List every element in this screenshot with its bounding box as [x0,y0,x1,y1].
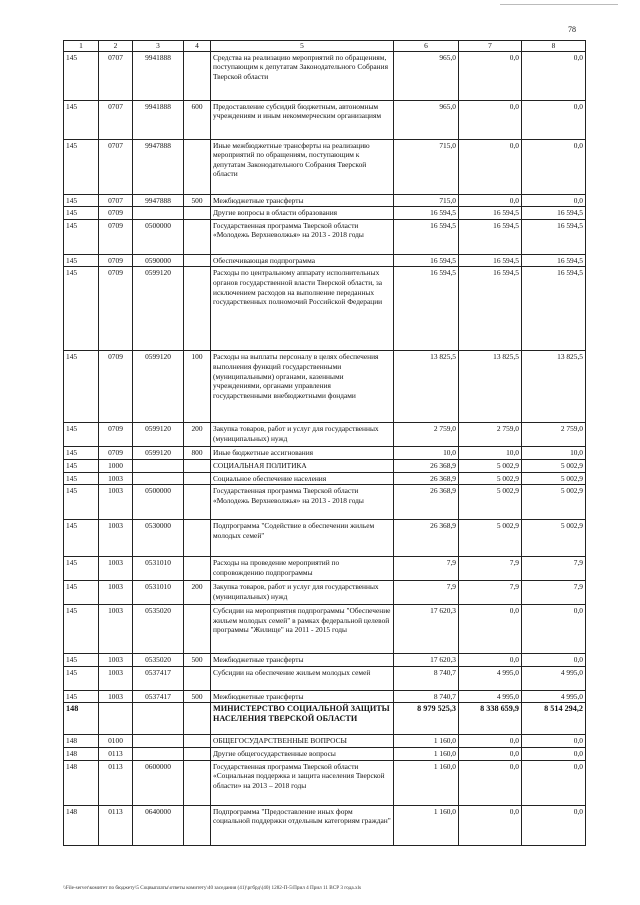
table-cell-c8: 13 825,5 [522,351,586,423]
table-cell-c4 [184,267,211,351]
table-cell-c5: МИНИСТЕРСТВО СОЦИАЛЬНОЙ ЗАЩИТЫ НАСЕЛЕНИЯ ТВЕРСКОЙ ОБЛАСТИ [211,703,394,735]
table-cell-c2: 1003 [99,581,133,605]
table-cell-c1: 145 [64,194,99,207]
table-cell-c4: 500 [184,690,211,703]
table-cell-c3: 0531010 [133,557,184,581]
table-row [64,139,586,194]
table-cell-c6: 16 594,5 [394,267,459,351]
table-row [64,51,586,100]
table-cell-c8: 0,0 [522,194,586,207]
table-cell-c3 [133,735,184,748]
table-cell-c7: 4 995,0 [459,690,522,703]
table-cell-c5: Межбюджетные трансферты [211,654,394,667]
table-cell-c5: Иные межбюджетные трансферты на реализацию мероприятий по обращениям, поступающим к депутатам Законодательного Собрания Тверской области [211,139,394,194]
table-cell-c1: 145 [64,520,99,557]
table-cell-c4 [184,557,211,581]
table-cell-c2: 0707 [99,194,133,207]
table-cell-c3: 9947888 [133,139,184,194]
table-cell-c2: 0100 [99,735,133,748]
table-cell-c7: 7,9 [459,557,522,581]
table-cell-c2: 1000 [99,459,133,472]
table-cell-c8: 5 002,9 [522,459,586,472]
table-cell-c1: 145 [64,485,99,520]
table-cell-c7: 0,0 [459,139,522,194]
table-cell-c8: 7,9 [522,557,586,581]
table-cell-c5: Расходы на выплаты персоналу в целях обеспечения выполнения функций государственными (муниципальными) органами, казенными учреждениями, органами управления государственными внебюджетными фондами [211,351,394,423]
table-cell-c6: 17 620,3 [394,654,459,667]
table-cell-c8: 4 995,0 [522,666,586,690]
table-cell-c5: Социальное обеспечение населения [211,472,394,485]
table-cell-c7: 16 594,5 [459,219,522,254]
table-cell-c6: 26 368,9 [394,485,459,520]
table-cell-c8: 0,0 [522,100,586,139]
table-cell-c1: 145 [64,605,99,654]
header-cell: 3 [133,41,184,52]
table-cell-c8: 4 995,0 [522,690,586,703]
table-cell-c8: 5 002,9 [522,472,586,485]
table-cell-c1: 145 [64,139,99,194]
table-cell-c5: Государственная программа Тверской области «Молодежь Верхневолжья» на 2013 - 2018 годы [211,219,394,254]
table-cell-c7: 0,0 [459,805,522,845]
table-cell-c6: 715,0 [394,194,459,207]
table-cell-c3: 0600000 [133,760,184,805]
table-cell-c6: 10,0 [394,447,459,460]
header-cell: 4 [184,41,211,52]
table-cell-c8: 2 759,0 [522,423,586,447]
table-row [64,666,586,690]
table-cell-c5: Субсидии на обеспечение жильем молодых семей [211,666,394,690]
table-row [64,351,586,423]
table-cell-c2: 0709 [99,267,133,351]
table-row [64,207,586,220]
table-cell-c3 [133,207,184,220]
table-cell-c7: 0,0 [459,654,522,667]
table-cell-c4 [184,254,211,267]
table-cell-c3 [133,747,184,760]
table-cell-c1: 148 [64,735,99,748]
table-cell-c8: 0,0 [522,654,586,667]
table-cell-c5: Субсидии на мероприятия подпрограммы "Обеспечение жильем молодых семей" в рамках федеральной целевой программы "Жилище" на 2011 - 2015 годы [211,605,394,654]
table-cell-c6: 965,0 [394,100,459,139]
table-cell-c7: 16 594,5 [459,254,522,267]
table-cell-c8: 16 594,5 [522,267,586,351]
table-cell-c2: 0113 [99,760,133,805]
table-cell-c1: 145 [64,459,99,472]
table-cell-c4 [184,485,211,520]
table-cell-c2: 0709 [99,447,133,460]
table-cell-c4 [184,805,211,845]
table-cell-c1: 145 [64,423,99,447]
table-cell-c3 [133,472,184,485]
table-cell-c7: 0,0 [459,747,522,760]
table-cell-c8: 8 514 294,2 [522,703,586,735]
table-cell-c3: 0640000 [133,805,184,845]
table-row [64,459,586,472]
table-cell-c7: 0,0 [459,735,522,748]
table-cell-c6: 8 979 525,3 [394,703,459,735]
table-cell-c5: Закупка товаров, работ и услуг для государственных (муниципальных) нужд [211,423,394,447]
table-cell-c8: 10,0 [522,447,586,460]
table-cell-c6: 7,9 [394,581,459,605]
table-cell-c8: 16 594,5 [522,207,586,220]
table-cell-c7: 5 002,9 [459,485,522,520]
table-cell-c2: 0707 [99,139,133,194]
table-cell-c4 [184,472,211,485]
table-cell-c2: 1003 [99,690,133,703]
table-cell-c4 [184,520,211,557]
table-cell-c8: 0,0 [522,805,586,845]
table-cell-c7: 0,0 [459,51,522,100]
table-cell-c7: 4 995,0 [459,666,522,690]
page-number: 78 [568,25,576,34]
table-cell-c6: 17 620,3 [394,605,459,654]
table-cell-c4 [184,207,211,220]
table-cell-c4: 200 [184,581,211,605]
header-cell: 7 [459,41,522,52]
table-cell-c2: 1003 [99,472,133,485]
table-cell-c2: 0113 [99,805,133,845]
table-cell-c3: 0500000 [133,219,184,254]
table-cell-c4 [184,139,211,194]
table-row [64,605,586,654]
table-cell-c5: Подпрограмма "Содействие в обеспечении жильем молодых семей" [211,520,394,557]
table-cell-c3: 0599120 [133,267,184,351]
budget-table [63,40,586,846]
table-row [64,735,586,748]
table-cell-c6: 1 160,0 [394,760,459,805]
table-cell-c1: 145 [64,267,99,351]
table-cell-c3: 0537417 [133,666,184,690]
table-cell-c7: 5 002,9 [459,472,522,485]
table-cell-c4 [184,605,211,654]
table-cell-c8: 0,0 [522,735,586,748]
table-cell-c7: 0,0 [459,760,522,805]
table-cell-c1: 145 [64,654,99,667]
table-row [64,447,586,460]
table-cell-c8: 5 002,9 [522,485,586,520]
table-cell-c5: Обеспечивающая подпрограмма [211,254,394,267]
table-cell-c1: 145 [64,351,99,423]
table-cell-c8: 5 002,9 [522,520,586,557]
table-cell-c1: 148 [64,747,99,760]
table-row [64,690,586,703]
table-cell-c3: 0530000 [133,520,184,557]
table-cell-c3: 9941888 [133,51,184,100]
table-cell-c5: Средства на реализацию мероприятий по обращениям, поступающим к депутатам Законодательного Собрания Тверской области [211,51,394,100]
table-cell-c7: 16 594,5 [459,207,522,220]
table-cell-c4 [184,51,211,100]
table-cell-c1: 145 [64,51,99,100]
table-cell-c1: 145 [64,207,99,220]
table-cell-c1: 145 [64,447,99,460]
table-cell-c3: 0537417 [133,690,184,703]
table-cell-c4: 200 [184,423,211,447]
table-cell-c4: 600 [184,100,211,139]
table-cell-c2: 0707 [99,51,133,100]
table-cell-c3: 9947888 [133,194,184,207]
table-cell-c8: 0,0 [522,51,586,100]
header-cell: 2 [99,41,133,52]
table-cell-c6: 965,0 [394,51,459,100]
table-cell-c6: 7,9 [394,557,459,581]
table-row [64,747,586,760]
table-cell-c4 [184,760,211,805]
table-cell-c2: 0709 [99,219,133,254]
table-cell-c2: 1003 [99,666,133,690]
table-cell-c7: 16 594,5 [459,267,522,351]
table-cell-c4 [184,735,211,748]
table-cell-c1: 145 [64,690,99,703]
header-cell: 6 [394,41,459,52]
table-cell-c5: Расходы по центральному аппарату исполнительных органов государственной власти Тверской области, за исключением расходов на выполнение переданных государственных полномочий Российской Федерации [211,267,394,351]
table-cell-c3: 0599120 [133,447,184,460]
table-cell-c5: Предоставление субсидий бюджетным, автономным учреждениям и иным некоммерческим организациям [211,100,394,139]
table-cell-c3: 0535020 [133,605,184,654]
table-cell-c6: 16 594,5 [394,207,459,220]
table-row [64,219,586,254]
table-cell-c8: 0,0 [522,747,586,760]
table-cell-c1: 148 [64,805,99,845]
table-cell-c3 [133,703,184,735]
header-cell: 5 [211,41,394,52]
table-cell-c7: 7,9 [459,581,522,605]
table-cell-c1: 145 [64,666,99,690]
table-cell-c1: 145 [64,557,99,581]
table-row [64,760,586,805]
table-row [64,520,586,557]
table-cell-c2: 0113 [99,747,133,760]
table-cell-c5: ОБЩЕГОСУДАРСТВЕННЫЕ ВОПРОСЫ [211,735,394,748]
table-cell-c4 [184,747,211,760]
table-cell-c6: 1 160,0 [394,805,459,845]
table-cell-c6: 16 594,5 [394,254,459,267]
table-cell-c2: 0709 [99,423,133,447]
table-cell-c6: 26 368,9 [394,520,459,557]
table-row [64,194,586,207]
table-cell-c5: Государственная программа Тверской области «Социальная поддержка и защита населения Тверской области» на 2013 – 2018 годы [211,760,394,805]
table-cell-c1: 145 [64,100,99,139]
table-cell-c2: 0709 [99,351,133,423]
table-cell-c5: Закупка товаров, работ и услуг для государственных (муниципальных) нужд [211,581,394,605]
table-cell-c4: 500 [184,654,211,667]
table-cell-c2: 0707 [99,100,133,139]
table-cell-c3: 0535020 [133,654,184,667]
table-cell-c4 [184,459,211,472]
table-row [64,423,586,447]
table-cell-c5: Другие общегосударственные вопросы [211,747,394,760]
table-cell-c7: 5 002,9 [459,520,522,557]
table-cell-c2: 0709 [99,207,133,220]
table-cell-c7: 0,0 [459,605,522,654]
table-row [64,703,586,735]
table-cell-c8: 0,0 [522,139,586,194]
table-cell-c8: 0,0 [522,760,586,805]
table-cell-c6: 26 368,9 [394,459,459,472]
table-cell-c1: 148 [64,760,99,805]
table-row [64,805,586,845]
header-cell: 1 [64,41,99,52]
table-cell-c1: 145 [64,472,99,485]
table-cell-c4: 100 [184,351,211,423]
table-cell-c5: Иные бюджетные ассигнования [211,447,394,460]
table-row [64,485,586,520]
table-cell-c1: 148 [64,703,99,735]
table-cell-c2: 1003 [99,557,133,581]
table-cell-c4 [184,219,211,254]
table-cell-c1: 145 [64,219,99,254]
table-cell-c6: 8 740,7 [394,690,459,703]
table-cell-c8: 0,0 [522,605,586,654]
table-cell-c7: 0,0 [459,100,522,139]
table-cell-c2: 1003 [99,520,133,557]
table-cell-c7: 0,0 [459,194,522,207]
table-cell-c1: 145 [64,254,99,267]
table-cell-c6: 715,0 [394,139,459,194]
table-row [64,100,586,139]
table-cell-c5: Межбюджетные трансферты [211,194,394,207]
file-path-footer: \\File-server\комитет по бюджету\5 Соцвыплаты\ответы комитету\40 заседания (41)\ргбрд\(40) 1282-П-5\Прил 4 Прил 11 ВСР 3 года.xls [63,885,362,891]
table-cell-c5: Другие вопросы в области образования [211,207,394,220]
table-cell-c4 [184,666,211,690]
table-cell-c5: Расходы на проведение мероприятий по сопровождению подпрограммы [211,557,394,581]
header-row [64,41,586,52]
table-cell-c3 [133,459,184,472]
table-cell-c6: 8 740,7 [394,666,459,690]
table-row [64,267,586,351]
table-row [64,654,586,667]
table-cell-c2: 1003 [99,654,133,667]
table-cell-c8: 16 594,5 [522,219,586,254]
table-cell-c5: Подпрограмма "Предоставление иных форм социальной поддержки отдельным категориям граждан" [211,805,394,845]
table-row [64,557,586,581]
table-cell-c5: Государственная программа Тверской области «Молодежь Верхневолжья» на 2013 - 2018 годы [211,485,394,520]
table-cell-c3: 9941888 [133,100,184,139]
table-cell-c6: 1 160,0 [394,735,459,748]
table-cell-c7: 2 759,0 [459,423,522,447]
table-cell-c2 [99,703,133,735]
table-cell-c3: 0590000 [133,254,184,267]
table-cell-c6: 2 759,0 [394,423,459,447]
table-cell-c3: 0500000 [133,485,184,520]
table-cell-c7: 5 002,9 [459,459,522,472]
table-cell-c2: 1003 [99,605,133,654]
table-cell-c8: 16 594,5 [522,254,586,267]
table-cell-c5: Межбюджетные трансферты [211,690,394,703]
table-cell-c2: 0709 [99,254,133,267]
table-cell-c3: 0599120 [133,351,184,423]
table-cell-c3: 0531010 [133,581,184,605]
table-cell-c7: 10,0 [459,447,522,460]
table-cell-c6: 1 160,0 [394,747,459,760]
table-cell-c8: 7,9 [522,581,586,605]
table-row [64,581,586,605]
table-cell-c1: 145 [64,581,99,605]
table-cell-c6: 26 368,9 [394,472,459,485]
table-row [64,254,586,267]
header-cell: 8 [522,41,586,52]
table-cell-c4: 500 [184,194,211,207]
table-cell-c3: 0599120 [133,423,184,447]
table-cell-c7: 8 338 659,9 [459,703,522,735]
table-cell-c6: 16 594,5 [394,219,459,254]
top-rule [500,4,618,5]
table-cell-c7: 13 825,5 [459,351,522,423]
table-cell-c4 [184,703,211,735]
table-cell-c6: 13 825,5 [394,351,459,423]
table-cell-c2: 1003 [99,485,133,520]
table-row [64,472,586,485]
table-cell-c4: 800 [184,447,211,460]
table-cell-c5: СОЦИАЛЬНАЯ ПОЛИТИКА [211,459,394,472]
